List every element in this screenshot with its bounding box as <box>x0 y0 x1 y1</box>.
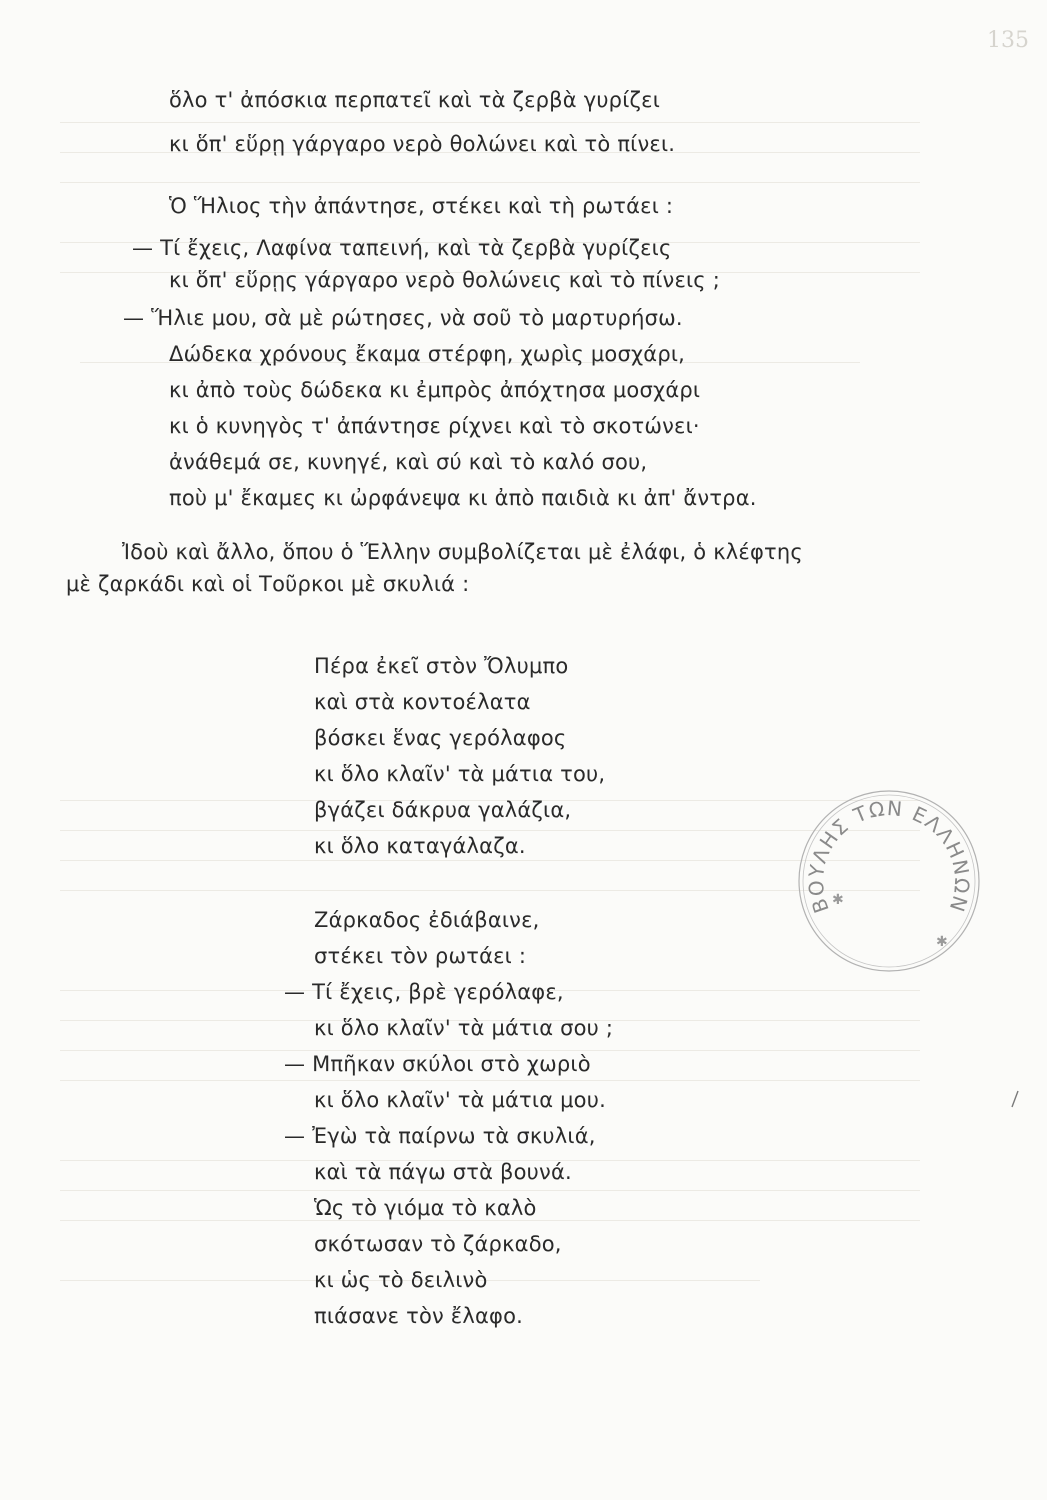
poem1-line: ὅλο τ' ἀπόσκια περπατεῖ καὶ τὰ ζερβὰ γυρίζει <box>169 88 661 112</box>
bleed-through-mark <box>60 830 920 831</box>
poem2-line: — Μπῆκαν σκύλοι στὸ χωριὸ <box>284 1052 591 1076</box>
library-stamp <box>794 786 984 976</box>
poem2-line: κι ὅλο κλαῖν' τὰ μάτια μου. <box>314 1088 606 1112</box>
paragraph-line: μὲ ζαρκάδι καὶ οἱ Τοῦρκοι μὲ σκυλιά : <box>66 572 470 596</box>
poem1-line: κι ὅπ' εὕρῃ γάργαρο νερὸ θολώνει καὶ τὸ πίνει. <box>169 132 676 156</box>
poem2-line: Ζάρκαδος ἐδιάβαινε, <box>314 908 540 932</box>
poem2-line: Ὡς τὸ γιόμα τὸ καλὸ <box>314 1196 537 1220</box>
poem2-line: σκότωσαν τὸ ζάρκαδο, <box>314 1232 562 1256</box>
poem2-line: πιάσανε τὸν ἔλαφο. <box>314 1304 523 1328</box>
poem2-line: Πέρα ἐκεῖ στὸν Ὄλυμπο <box>314 654 569 678</box>
bleed-through-mark <box>60 122 920 123</box>
poem1-line: — Ἥλιε μου, σὰ μὲ ρώτησες, νὰ σοῦ τὸ μαρτυρήσω. <box>123 306 683 330</box>
poem2-line: — Τί ἔχεις, βρὲ γερόλαφε, <box>284 980 564 1004</box>
paragraph-line: Ἰδοὺ καὶ ἄλλο, ὅπου ὁ Ἕλλην συμβολίζεται μὲ ἐλάφι, ὁ κλέφτης <box>122 540 803 564</box>
poem1-line: κι ὁ κυνηγὸς τ' ἀπάντησε ρίχνει καὶ τὸ σκοτώνει· <box>169 414 700 438</box>
margin-mark <box>1010 1090 1020 1108</box>
poem2-line: κι ὅλο καταγάλαζα. <box>314 834 526 858</box>
svg-text:ΒΟΥΛΗΣ ΤΩΝ ΕΛΛΗΝΩΝ: ΒΟΥΛΗΣ ΤΩΝ ΕΛΛΗΝΩΝ <box>803 795 975 917</box>
poem2-line: στέκει τὸν ρωτάει : <box>314 944 527 968</box>
poem1-line: ἀνάθεμά σε, κυνηγέ, καὶ σύ καὶ τὸ καλό σου, <box>169 450 648 474</box>
poem2-line: κι ὡς τὸ δειλινὸ <box>314 1268 488 1292</box>
poem1-line: κι ἀπὸ τοὺς δώδεκα κι ἐμπρὸς ἀπόχτησα μοσχάρι <box>169 378 701 402</box>
poem2-line: κι ὅλο κλαῖν' τὰ μάτια σου ; <box>314 1016 614 1040</box>
bleed-through-mark <box>60 890 920 891</box>
poem2-line: καὶ τὰ πάγω στὰ βουνά. <box>314 1160 572 1184</box>
poem1-line: — Τί ἔχεις, Λαφίνα ταπεινή, καὶ τὰ ζερβὰ γυρίζεις <box>132 236 672 260</box>
poem2-line: βγάζει δάκρυα γαλάζια, <box>314 798 572 822</box>
bleed-through-mark <box>60 1190 920 1191</box>
poem2-line: βόσκει ἕνας γερόλαφος <box>314 726 567 750</box>
poem2-line: — Ἐγὼ τὰ παίρνω τὰ σκυλιά, <box>284 1124 596 1148</box>
svg-text:✱: ✱ <box>936 934 948 950</box>
poem1-line: κι ὅπ' εὕρῃς γάργαρο νερὸ θολώνεις καὶ τὸ πίνεις ; <box>169 268 720 292</box>
poem1-line: ποὺ μ' ἔκαμες κι ὠρφάνεψα κι ἀπὸ παιδιὰ κι ἀπ' ἄντρα. <box>169 486 757 510</box>
poem1-line: Ὁ Ἥλιος τὴν ἀπάντησε, στέκει καὶ τὴ ρωτάει : <box>169 194 674 218</box>
bleed-through-mark <box>60 1080 920 1081</box>
bleed-through-mark <box>60 860 920 861</box>
bleed-through-mark <box>60 182 920 183</box>
page-number: 135 <box>987 28 1029 53</box>
poem1-line: Δώδεκα χρόνους ἔκαμα στέρφη, χωρὶς μοσχάρι, <box>169 342 686 366</box>
poem2-line: κι ὅλο κλαῖν' τὰ μάτια του, <box>314 762 606 786</box>
svg-text:✱: ✱ <box>832 892 844 908</box>
poem2-line: καὶ στὰ κοντοέλατα <box>314 690 531 714</box>
